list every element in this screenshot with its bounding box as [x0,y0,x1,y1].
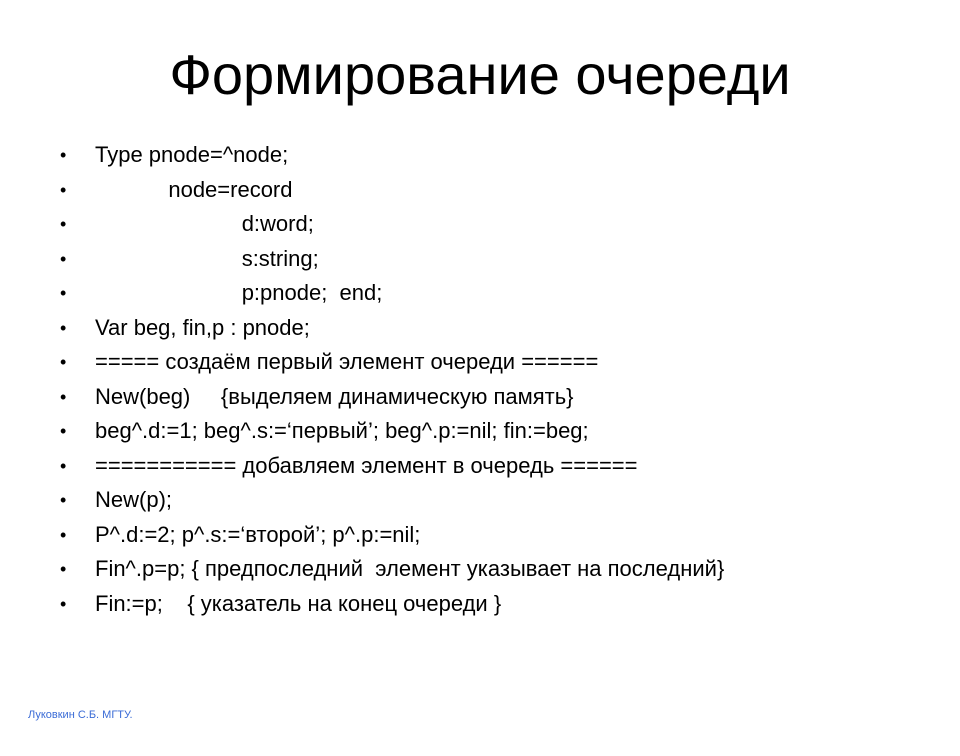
list-item [0,345,960,380]
bullet-text: ===== создаём первый элемент очереди ====== [95,349,599,374]
bullet-text: Fin:=p; { указатель на конец очереди } [95,590,502,616]
bullet-icon: • [60,145,67,165]
bullet-text: P^.d:=2; p^.s:=‘второй’; p^.p:=nil; [95,521,421,547]
bullet-icon: • [60,317,67,338]
bullet-icon: • [60,490,67,510]
list-item [0,276,960,311]
bullet-text: New(beg) {выделяем динамическую память} [95,383,574,409]
list-item [0,380,960,415]
bullet-text: beg^.d:=1; beg^.s:=‘первый’; beg^.p:=nil; fin:=beg; [95,418,589,443]
bullet-text: Var beg, fin,p : pnode; [95,314,310,340]
footer-author: Луковкин С.Б. МГТУ. [28,709,133,721]
bullet-icon: • [60,283,67,303]
bullet-icon: • [60,455,67,476]
bullet-list [0,138,960,621]
bullet-text: p:pnode; end; [95,280,383,305]
list-item [0,483,960,518]
bullet-icon: • [60,524,67,545]
list-item [0,587,960,622]
bullet-text: s:string; [95,245,319,271]
list-item [0,242,960,277]
list-item [0,311,960,346]
bullet-icon: • [60,386,67,407]
list-item [0,518,960,553]
bullet-text: =========== добавляем элемент в очередь ====== [95,452,638,478]
slide-title: Формирование очереди [169,43,791,106]
bullet-icon: • [60,352,67,372]
bullet-text: New(p); [95,487,173,512]
bullet-icon: • [60,179,67,200]
bullet-icon: • [60,421,67,441]
list-item [0,207,960,242]
bullet-icon: • [60,214,67,234]
list-item [0,552,960,587]
list-item [0,138,960,173]
bullet-icon: • [60,593,67,614]
list-item [0,449,960,484]
bullet-text: d:word; [95,211,314,236]
bullet-text: node=record [95,176,293,202]
bullet-text: Fin^.p=p; { предпоследний элемент указывает на последний} [95,556,725,581]
list-item [0,173,960,208]
bullet-text: Type pnode=^node; [95,142,289,167]
bullet-icon: • [60,559,67,579]
bullet-icon: • [60,248,67,269]
list-item [0,414,960,449]
